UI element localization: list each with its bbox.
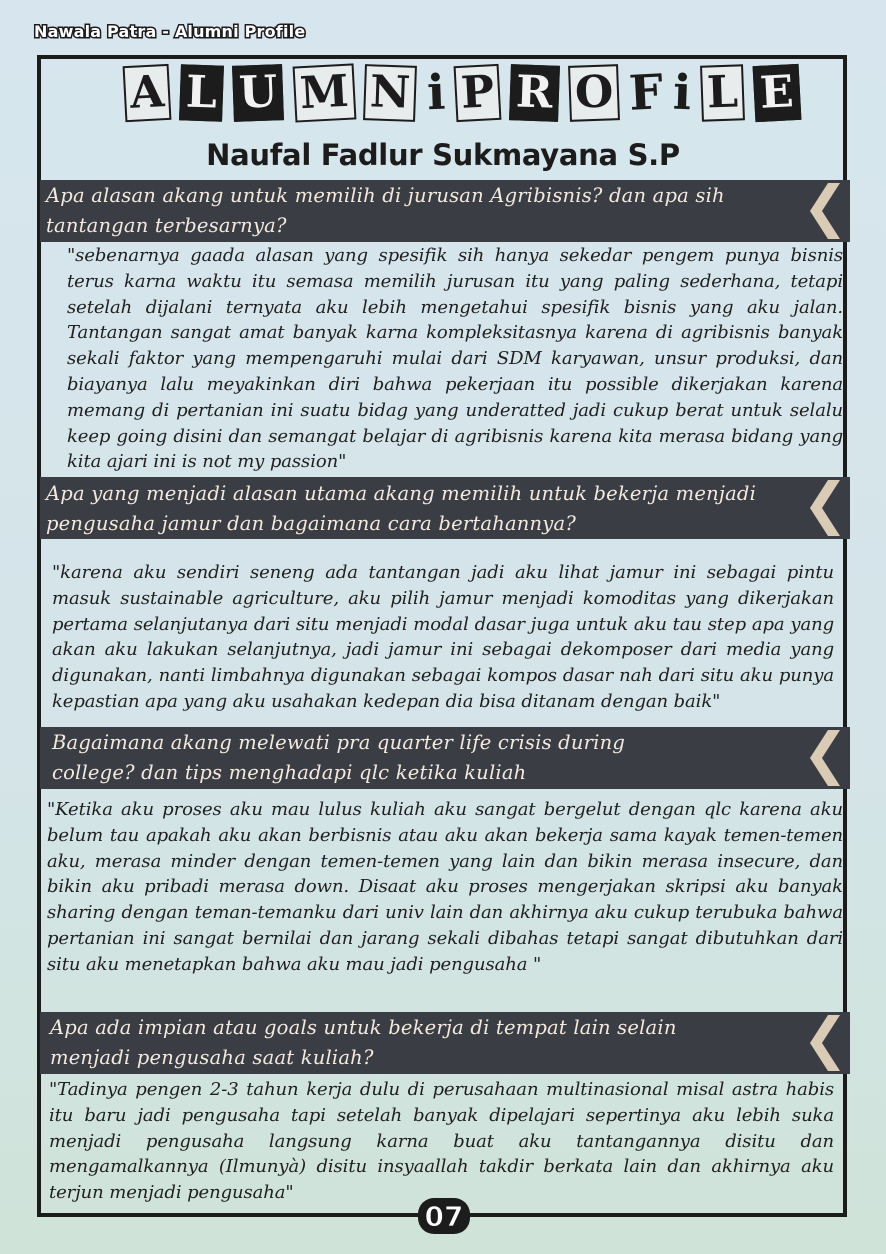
alumni-name: Naufal Fadlur Sukmayana S.P: [206, 138, 680, 172]
question-text: Apa alasan akang untuk memilih di jurusan Agribisnis? dan apa sih tantangan terbesarnya?: [46, 184, 725, 237]
title-letter: L: [700, 64, 745, 121]
question-bar-4: [40, 1012, 850, 1074]
answer-text-2: "karena aku sendiri seneng ada tantangan jadi aku lihat jamur ini sebagai pintu masuk sustainable agriculture, aku pilih jamur menjadi komoditas yang dikerjakan pertama selanjutanya dari situ menjadi modal dasar juga untuk aku tau step apa yang akan aku lakukan selanjutnya, jadi jamur ini sebagai dekomposer dari media yang digunakan, nanti limbahnya digunakan sebagai kompos dasar nah dari situ aku punya kepastian apa yang aku usahakan kedepan dia bisa ditanam dengan baik": [52, 562, 834, 712]
title-letter: F: [627, 64, 665, 122]
chevron-left-icon: [810, 480, 840, 536]
question-text: Bagaimana akang melewati pra quarter life crisis during college? dan tips menghadapi qlc ketika kuliah: [52, 731, 626, 784]
question-text: Apa yang menjadi alasan utama akang memilih untuk bekerja menjadi pengusaha jamur dan bagaimana cara bertahannya?: [46, 482, 757, 535]
alumni-profile-title: [124, 64, 800, 122]
chevron-left-icon: [810, 1015, 840, 1071]
title-letter: O: [568, 64, 620, 122]
chevron-left-icon: [810, 730, 840, 786]
question-bar-3: [40, 727, 850, 789]
title-letter: R: [509, 64, 560, 122]
title-letter: i: [425, 64, 446, 122]
title-letter: N: [363, 64, 417, 122]
title-letter: A: [123, 64, 172, 122]
chevron-left-icon: [810, 183, 840, 239]
title-letter: U: [232, 64, 284, 122]
question-bar-1: [40, 180, 850, 242]
title-letter: E: [753, 64, 801, 122]
page-number: 07: [418, 1198, 470, 1234]
magazine-header-tag: Nawala Patra - Alumni Profile: [34, 22, 306, 41]
title-letter: P: [453, 64, 501, 122]
title-letter: i: [672, 64, 693, 122]
question-bar-2: [40, 477, 850, 539]
title-letter: M: [292, 63, 356, 122]
answer-text-3: "Ketika aku proses aku mau lulus kuliah aku sangat bergelut dengan qlc karena aku belum tau apakah aku akan berbisnis atau aku akan bekerja sama kayak temen-temen aku, merasa minder dengan temen-temen yang lain dan bikin merasa insecure, dan bikin aku pribadi merasa down. Disaat aku proses mengerjakan skripsi aku banyak sharing dengan teman-temanku dari univ lain dan akhirnya aku cukup terubuka bahwa pertanian ini sangat bernilai dan jarang sekali dibahas tetapi sangat dibutuhkan dari situ aku menetapkan bahwa aku mau jadi pengusaha ": [47, 799, 843, 975]
answer-text-1: "sebenarnya gaada alasan yang spesifik sih hanya sekedar pengem punya bisnis terus karna waktu itu semasa memilih jurusan itu yang paling sederhana, tetapi setelah dijalani ternyata aku lebih mengetahui spesifik bisnis yang aku jalan. Tantangan sangat amat banyak karna kompleksitasnya karena di agribisnis banyak sekali faktor yang mempengaruhi mulai dari SDM karyawan, unsur produksi, dan biayanya lalu meyakinkan diri bahwa pekerjaan itu possible dikerjakan karena memang di pertanian ini suatu bidag yang underatted jadi cukup berat untuk selalu keep going disini dan semangat belajar di agribisnis karena kita merasa bidang yang kita ajari ini is not my passion": [67, 245, 843, 473]
answer-text-4: "Tadinya pengen 2-3 tahun kerja dulu di perusahaan multinasional misal astra habis itu baru jadi pengusaha tapi setelah banyak dipelajari sepertinya aku lebih suka menjadi pengusaha langsung karna buat aku tantangannya disitu dan mengamalkannya (Ilmunyà) disitu insyaallah takdir berkata lain dan akhirnya aku terjun menjadi pengusaha": [49, 1079, 834, 1204]
title-letter: L: [179, 64, 224, 121]
question-text: Apa ada impian atau goals untuk bekerja di tempat lain selain menjadi pengusaha saat kuliah?: [50, 1016, 677, 1069]
